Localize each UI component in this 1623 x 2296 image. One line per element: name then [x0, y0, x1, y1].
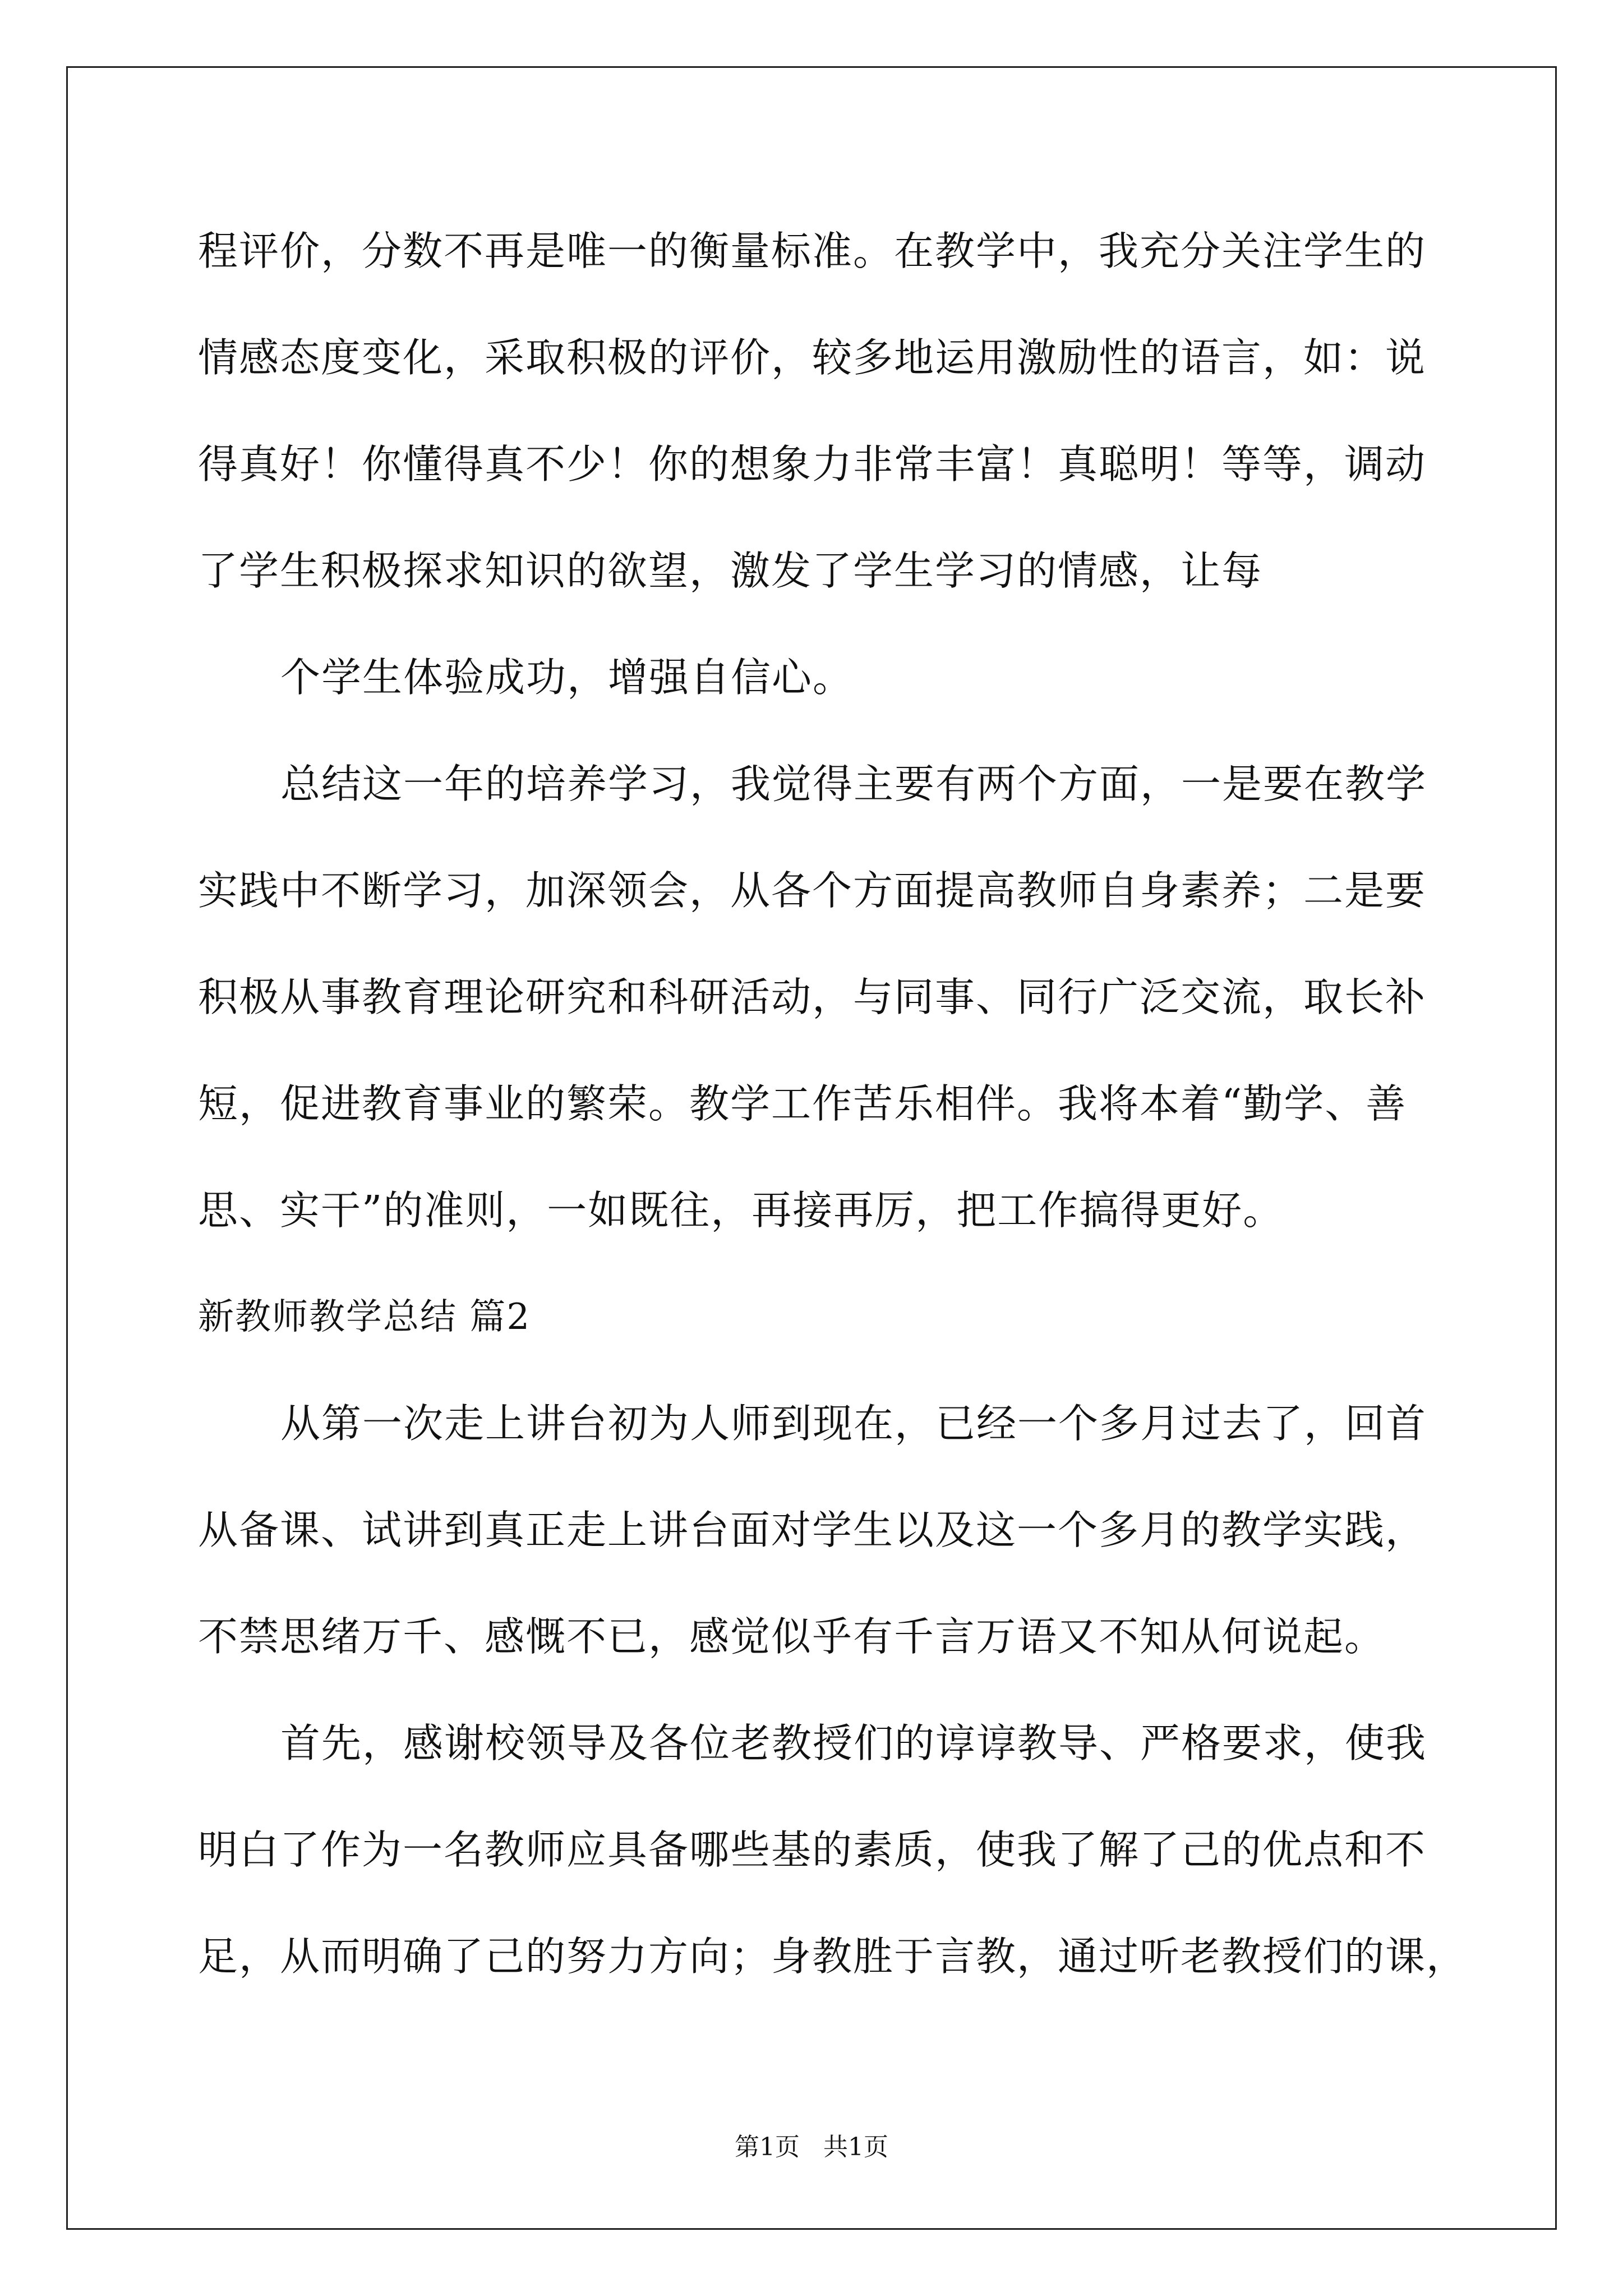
section-heading: 新教师教学总结 篇2 — [198, 1296, 531, 1338]
text-line-15: 首先，感谢校领导及各位老教授们的谆谆教导、严格要求，使我 — [280, 1720, 1427, 1766]
text-line-9: 短，促进教育事业的繁荣。教学工作苦乐相伴。我将本着“勤学、善 — [198, 1080, 1407, 1127]
text-line-7: 实践中不断学习，加深领会，从各个方面提高教师自身素养；二是要 — [198, 867, 1427, 914]
text-line-13: 从备课、试讲到真正走上讲台面对学生以及这一个多月的教学实践， — [198, 1507, 1427, 1553]
text-line-5: 个学生体验成功，增强自信心。 — [280, 654, 854, 701]
text-line-10: 思、实干”的准则，一如既往，再接再厉，把工作搞得更好。 — [198, 1187, 1284, 1234]
text-line-2: 情感态度变化，采取积极的评价，较多地运用激励性的语言，如：说 — [198, 334, 1427, 381]
page-border — [66, 66, 1557, 2230]
page-footer: 第1页 共1页 — [735, 2133, 888, 2161]
text-line-1: 程评价，分数不再是唯一的衡量标准。在教学中，我充分关注学生的 — [198, 228, 1427, 274]
text-line-8: 积极从事教育理论研究和科研活动，与同事、同行广泛交流，取长补 — [198, 974, 1427, 1020]
text-line-4: 了学生积极探求知识的欲望，激发了学生学习的情感，让每 — [198, 547, 1263, 594]
text-line-14: 不禁思绪万千、感慨不已，感觉似乎有千言万语又不知从何说起。 — [198, 1613, 1386, 1660]
text-line-6: 总结这一年的培养学习，我觉得主要有两个方面，一是要在教学 — [280, 761, 1427, 807]
text-line-16: 明白了作为一名教师应具备哪些基的素质，使我了解了己的优点和不 — [198, 1826, 1427, 1873]
text-line-12: 从第一次走上讲台初为人师到现在，已经一个多月过去了，回首 — [280, 1400, 1427, 1447]
text-line-17: 足，从而明确了己的努力方向；身教胜于言教，通过听老教授们的课， — [198, 1933, 1468, 1980]
text-line-3: 得真好！你懂得真不少！你的想象力非常丰富！真聪明！等等，调动 — [198, 441, 1427, 487]
